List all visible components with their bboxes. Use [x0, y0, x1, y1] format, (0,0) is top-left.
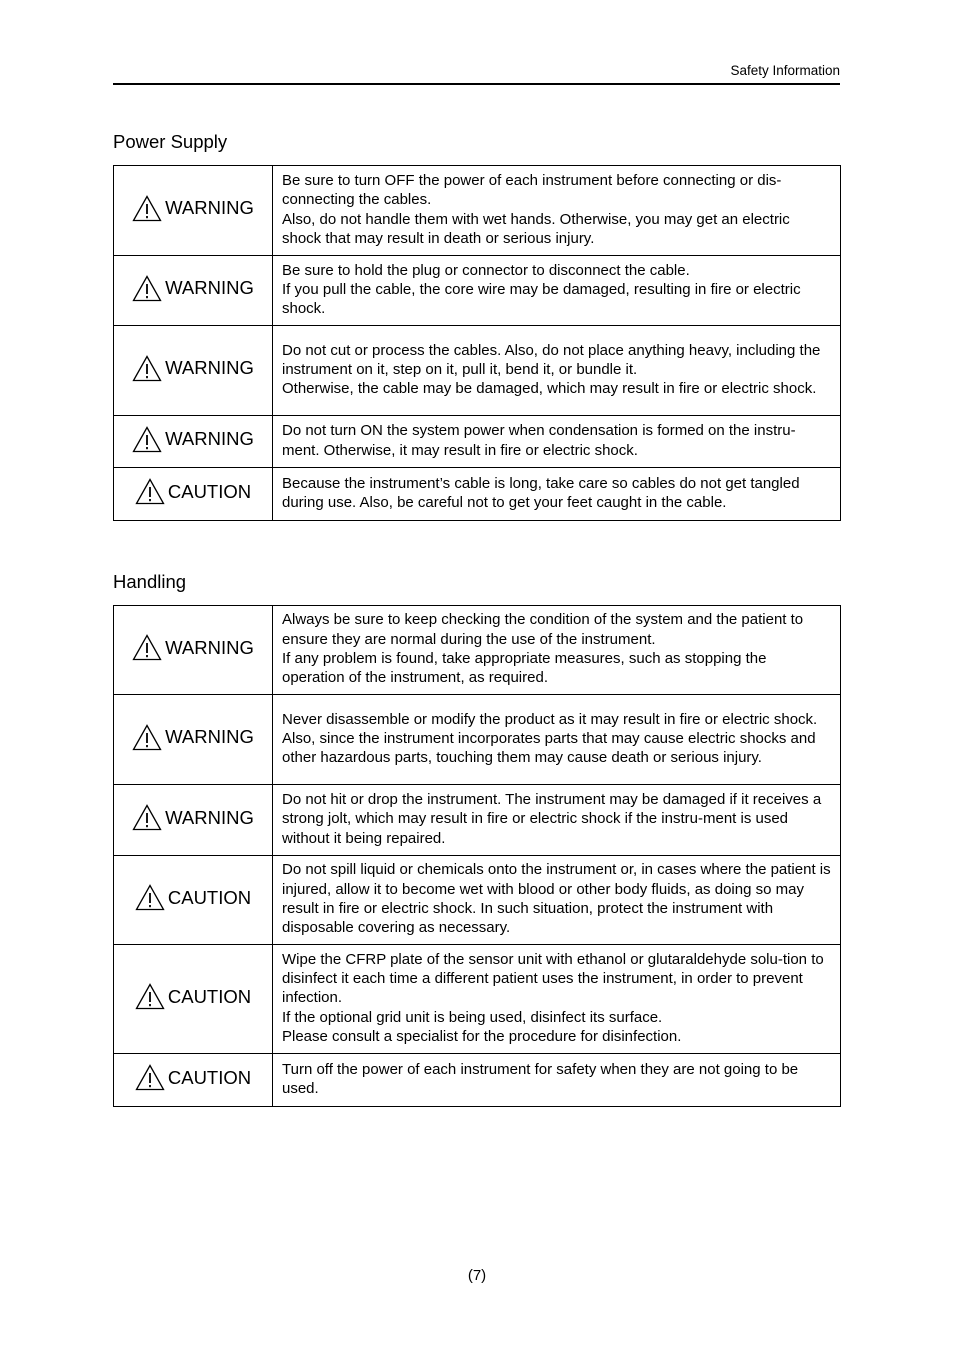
warning-triangle-icon	[132, 355, 162, 382]
notice-paragraph: Always be sure to keep checking the condition of the system and the patient to ensure they are normal during the use of the instrument.	[282, 611, 804, 648]
warning-triangle-icon	[135, 983, 165, 1010]
page-number: (7)	[467, 1267, 487, 1284]
notice-level-label: WARNING	[165, 357, 254, 378]
notice-level-cell	[114, 468, 273, 521]
notice-text-cell	[273, 856, 841, 945]
notice-level	[135, 1064, 251, 1091]
notice-row	[114, 856, 841, 945]
notice-level-cell	[114, 945, 273, 1054]
notice-level-cell	[114, 695, 273, 785]
notice-level	[132, 724, 254, 751]
notice-paragraph: Also, do not handle them with wet hands. Otherwise, you may get an electric shock that may result in death or serious injury.	[282, 210, 790, 247]
notice-paragraph: Because the instrument’s cable is long, take care so cables do not get tangled during use. Also, be careful not to get your feet caught in the cable.	[282, 474, 800, 511]
notice-level	[135, 983, 251, 1010]
notice-paragraph: If you pull the cable, the core wire may be damaged, resulting in fire or electric shock.	[282, 280, 801, 318]
notice-paragraph: Otherwise, the cable may be damaged, which may result in fire or electric shock.	[282, 380, 817, 398]
notice-paragraph: Do not turn ON the system power when condensation is formed on the instru-ment. Otherwise, it may result in fire or electric shock.	[282, 422, 796, 459]
warning-triangle-icon	[135, 1064, 165, 1091]
notice-level	[132, 195, 254, 222]
notice-level-label: WARNING	[165, 806, 254, 828]
notice-row	[114, 945, 841, 1054]
notice-level-cell	[114, 1054, 273, 1107]
notice-level-cell	[114, 785, 273, 856]
notice-level	[135, 478, 251, 505]
notice-row	[114, 785, 841, 856]
notice-level-label: WARNING	[165, 636, 254, 658]
notice-paragraph: Wipe the CFRP plate of the sensor unit with ethanol or glutaraldehyde solu-tion to disinfect it each time a different patient uses the instrument, in order to prevent infection.	[282, 950, 824, 1007]
notice-level-cell	[114, 416, 273, 468]
notice-row	[114, 468, 841, 521]
notice-row	[114, 606, 841, 695]
notice-row	[114, 695, 841, 785]
notice-paragraph: Be sure to hold the plug or connector to disconnect the cable.	[282, 261, 690, 279]
notice-level-label: CAUTION	[167, 1066, 252, 1088]
notice-text-cell	[273, 695, 841, 785]
running-header: Safety Information	[730, 63, 840, 78]
notice-level-cell	[114, 326, 273, 416]
notice-level-cell	[114, 606, 273, 695]
notice-paragraph: If any problem is found, take appropriate measures, such as stopping the operation of the instrument, as required.	[282, 650, 767, 687]
notice-text-cell	[273, 166, 841, 256]
notice-text-cell	[273, 416, 841, 468]
notice-level-label: WARNING	[165, 428, 254, 449]
notice-level-label: CAUTION	[167, 480, 252, 502]
notice-level-label: CAUTION	[167, 886, 252, 908]
notice-paragraph: Do not spill liquid or chemicals onto the instrument or, in cases where the patient is injured, allow it to become wet with blood or other body fluids, as doing so may result in fire or electric shock. In such situation, protect the instrument with disposable covering as necessary.	[282, 861, 831, 937]
notice-level	[132, 634, 254, 661]
notice-level	[132, 804, 254, 831]
notice-paragraph: Do not cut or process the cables. Also, do not place anything heavy, including the instrument on it, step on it, pull it, bend it, or bundle it.	[282, 341, 821, 378]
notice-row	[114, 1054, 841, 1107]
notice-paragraph: Never disassemble or modify the product as it may result in fire or electric shock. Also, since the instrument incorporates parts that may cause electric shocks and other hazardous parts, touching them may cause death or serious injury.	[282, 710, 818, 767]
notice-row	[114, 326, 841, 416]
warning-triangle-icon	[132, 804, 162, 831]
notice-level-cell	[114, 166, 273, 256]
warning-triangle-icon	[132, 275, 162, 302]
notice-row	[114, 166, 841, 256]
notice-text-cell	[273, 945, 841, 1054]
notice-level-label: WARNING	[165, 277, 254, 298]
notice-level	[132, 355, 254, 382]
warning-triangle-icon	[132, 634, 162, 661]
notice-paragraph: Be sure to turn OFF the power of each instrument before connecting or dis-connecting the cables.	[282, 171, 782, 209]
section-title-handling: Handling	[113, 571, 187, 592]
section-title-power-supply: Power Supply	[113, 131, 228, 152]
notice-text-cell	[273, 468, 841, 521]
notice-text-cell	[273, 256, 841, 326]
notice-text-cell	[273, 1054, 841, 1107]
notice-level	[132, 275, 254, 302]
notice-text-cell	[273, 606, 841, 695]
notice-level-label: CAUTION	[167, 985, 252, 1007]
handling-table	[113, 605, 841, 1107]
power-supply-table	[113, 165, 841, 521]
notice-level-cell	[114, 856, 273, 945]
notice-level-label: WARNING	[165, 197, 254, 218]
notice-level	[135, 884, 251, 911]
notice-paragraph: If the optional grid unit is being used, disinfect its surface.	[282, 1008, 663, 1026]
notice-paragraph: Do not hit or drop the instrument. The instrument may be damaged if it receives a strong jolt, which may result in fire or electric shock if the instru-ment is used without it being repaired.	[282, 791, 822, 847]
notice-level	[132, 426, 254, 453]
notice-row	[114, 416, 841, 468]
warning-triangle-icon	[132, 426, 162, 453]
warning-triangle-icon	[135, 478, 165, 505]
warning-triangle-icon	[135, 884, 165, 911]
notice-paragraph: Please consult a specialist for the procedure for disinfection.	[282, 1027, 682, 1045]
notice-row	[114, 256, 841, 326]
header-rule	[113, 83, 840, 85]
notice-level-label: WARNING	[165, 726, 254, 747]
notice-paragraph: Turn off the power of each instrument for safety when they are not going to be used.	[282, 1060, 799, 1097]
warning-triangle-icon	[132, 724, 162, 751]
notice-text-cell	[273, 326, 841, 416]
warning-triangle-icon	[132, 195, 162, 222]
notice-text-cell	[273, 785, 841, 856]
notice-level-cell	[114, 256, 273, 326]
